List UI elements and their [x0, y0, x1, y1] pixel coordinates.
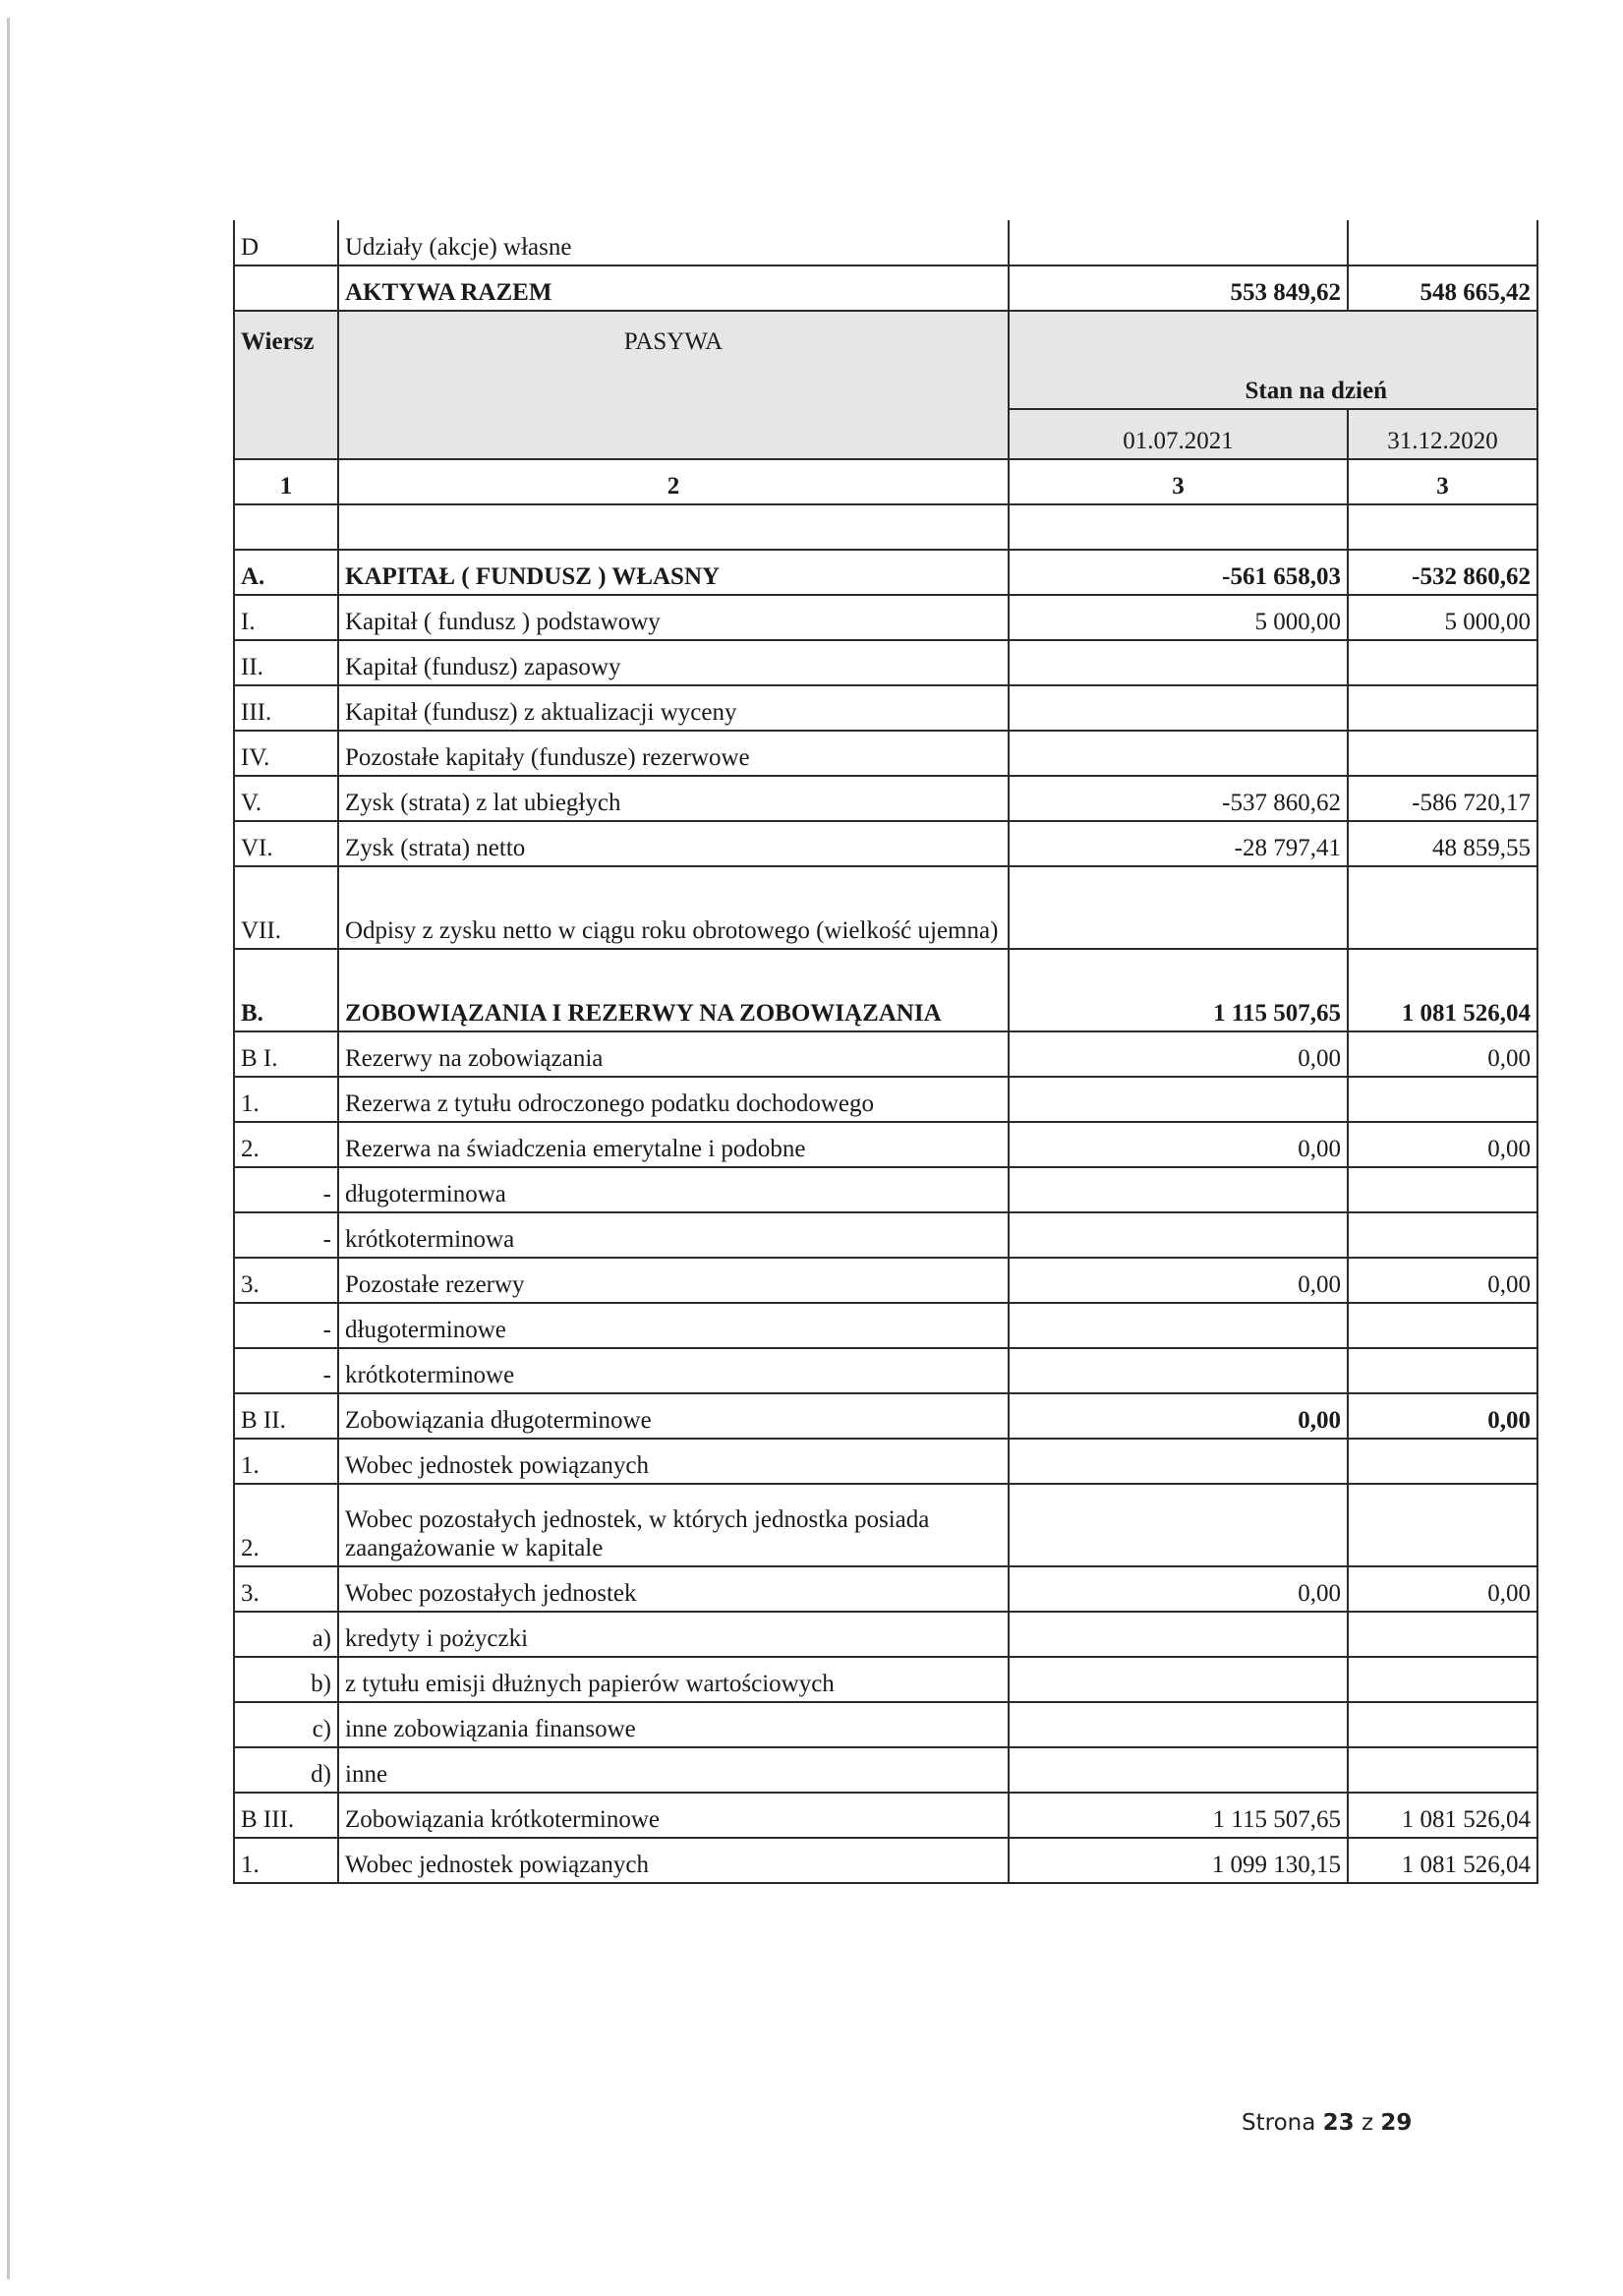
value-2021: 0,00 — [1009, 1393, 1348, 1439]
value-2021 — [1009, 1303, 1348, 1348]
header-col-row: Wiersz — [234, 311, 338, 459]
value-2020: 1 081 526,04 — [1348, 1838, 1537, 1883]
value-2021: 0,00 — [1009, 1566, 1348, 1612]
footer-page-total: 29 — [1380, 2110, 1413, 2136]
row-label: długoterminowa — [338, 1167, 1009, 1212]
row-code: B. — [234, 949, 338, 1031]
value-2021: 5 000,00 — [1009, 595, 1348, 640]
row-label: kredyty i pożyczki — [338, 1612, 1009, 1657]
table-row — [234, 776, 1537, 821]
row-label: Zysk (strata) netto — [338, 821, 1009, 866]
colnum-1: 1 — [234, 459, 338, 504]
row-code: - — [234, 1212, 338, 1258]
blank-cell — [338, 504, 1009, 550]
table-row — [234, 1566, 1537, 1612]
value-2021 — [1009, 1077, 1348, 1122]
row-label: Zysk (strata) z lat ubiegłych — [338, 776, 1009, 821]
value-2020: 0,00 — [1348, 1258, 1537, 1303]
value-2021 — [1009, 220, 1348, 265]
table-row — [234, 1702, 1537, 1747]
row-label: Rezerwy na zobowiązania — [338, 1031, 1009, 1077]
row-label: Wobec jednostek powiązanych — [338, 1838, 1009, 1883]
row-code: II. — [234, 640, 338, 685]
row-label: krótkoterminowe — [338, 1348, 1009, 1393]
table-row — [234, 640, 1537, 685]
row-code: A. — [234, 550, 338, 595]
row-label: Kapitał (fundusz) z aktualizacji wyceny — [338, 685, 1009, 731]
row-code: 3. — [234, 1566, 338, 1612]
value-2021 — [1009, 1702, 1348, 1747]
value-2021 — [1009, 1348, 1348, 1393]
row-label: krótkoterminowa — [338, 1212, 1009, 1258]
table-row — [234, 1793, 1537, 1838]
row-label: z tytułu emisji dłużnych papierów wartościowych — [338, 1657, 1009, 1702]
value-2021 — [1009, 1747, 1348, 1793]
row-label: Zobowiązania krótkoterminowe — [338, 1793, 1009, 1838]
table-row — [234, 1303, 1537, 1348]
header-row-colnums — [234, 459, 1537, 504]
blank-cell — [1009, 504, 1348, 550]
balance-sheet-liabilities-table — [233, 220, 1538, 1884]
value-2020 — [1348, 866, 1537, 949]
table-row — [234, 1439, 1537, 1484]
header-col-section: PASYWA — [338, 311, 1009, 459]
table-row — [234, 1612, 1537, 1657]
row-code: B I. — [234, 1031, 338, 1077]
blank-cell — [1348, 504, 1537, 550]
row-label: KAPITAŁ ( FUNDUSZ ) WŁASNY — [338, 550, 1009, 595]
value-2021: 1 115 507,65 — [1009, 949, 1348, 1031]
value-2021: 1 099 130,15 — [1009, 1838, 1348, 1883]
table-row-own-shares — [234, 220, 1537, 265]
row-label: Kapitał ( fundusz ) podstawowy — [338, 595, 1009, 640]
table-row — [234, 1167, 1537, 1212]
row-code: 3. — [234, 1258, 338, 1303]
value-2020 — [1348, 1167, 1537, 1212]
footer-prefix: Strona — [1242, 2110, 1316, 2136]
table-row-total-assets — [234, 265, 1537, 311]
value-2021 — [1009, 1439, 1348, 1484]
row-code: a) — [234, 1612, 338, 1657]
row-label: Zobowiązania długoterminowe — [338, 1393, 1009, 1439]
row-code: 2. — [234, 1484, 338, 1566]
table-row — [234, 731, 1537, 776]
header-row-main — [234, 311, 1537, 409]
row-label: inne zobowiązania finansowe — [338, 1702, 1009, 1747]
row-code: d) — [234, 1747, 338, 1793]
table-row — [234, 1484, 1537, 1566]
value-2020: 48 859,55 — [1348, 821, 1537, 866]
row-code: I. — [234, 595, 338, 640]
header-date-1: 01.07.2021 — [1009, 409, 1348, 459]
value-2021: -28 797,41 — [1009, 821, 1348, 866]
value-2020 — [1348, 1439, 1537, 1484]
value-2020: 5 000,00 — [1348, 595, 1537, 640]
value-2021: 0,00 — [1009, 1122, 1348, 1167]
footer-page-number: 23 — [1322, 2110, 1355, 2136]
value-2021 — [1009, 866, 1348, 949]
value-2020: 1 081 526,04 — [1348, 1793, 1537, 1838]
row-label: Pozostałe rezerwy — [338, 1258, 1009, 1303]
row-label: Odpisy z zysku netto w ciągu roku obrotowego (wielkość ujemna) — [338, 866, 1009, 949]
scan-edge-line — [7, 18, 10, 2279]
row-code: - — [234, 1167, 338, 1212]
row-code — [234, 265, 338, 311]
value-2020 — [1348, 1348, 1537, 1393]
colnum-3: 3 — [1009, 459, 1348, 504]
value-2020: 1 081 526,04 — [1348, 949, 1537, 1031]
row-label: długoterminowe — [338, 1303, 1009, 1348]
value-2020: 0,00 — [1348, 1566, 1537, 1612]
value-2021 — [1009, 1484, 1348, 1566]
value-2021 — [1009, 1212, 1348, 1258]
footer-separator: z — [1361, 2110, 1374, 2136]
row-label: Wobec pozostałych jednostek — [338, 1566, 1009, 1612]
row-code: c) — [234, 1702, 338, 1747]
row-label: Rezerwa z tytułu odroczonego podatku dochodowego — [338, 1077, 1009, 1122]
table-row — [234, 1212, 1537, 1258]
row-label: Rezerwa na świadczenia emerytalne i podobne — [338, 1122, 1009, 1167]
value-2021 — [1009, 1657, 1348, 1702]
row-code: 1. — [234, 1838, 338, 1883]
value-2021: 553 849,62 — [1009, 265, 1348, 311]
table-row — [234, 550, 1537, 595]
value-2020 — [1348, 1612, 1537, 1657]
value-2020 — [1348, 1702, 1537, 1747]
value-2021: 0,00 — [1009, 1258, 1348, 1303]
table-row — [234, 685, 1537, 731]
value-2020 — [1348, 640, 1537, 685]
value-2021 — [1009, 685, 1348, 731]
row-code: IV. — [234, 731, 338, 776]
value-2020: 0,00 — [1348, 1122, 1537, 1167]
value-2020 — [1348, 1657, 1537, 1702]
table-row — [234, 1657, 1537, 1702]
row-label: AKTYWA RAZEM — [338, 265, 1009, 311]
value-2020 — [1348, 1747, 1537, 1793]
row-code: V. — [234, 776, 338, 821]
row-label: Udziały (akcje) własne — [338, 220, 1009, 265]
table-row — [234, 1258, 1537, 1303]
table-row — [234, 595, 1537, 640]
row-code: B II. — [234, 1393, 338, 1439]
value-2020: 0,00 — [1348, 1031, 1537, 1077]
value-2021: -561 658,03 — [1009, 550, 1348, 595]
value-2021 — [1009, 640, 1348, 685]
row-code: B III. — [234, 1793, 338, 1838]
table-row — [234, 949, 1537, 1031]
row-code: - — [234, 1303, 338, 1348]
value-2021 — [1009, 731, 1348, 776]
value-2020 — [1348, 1303, 1537, 1348]
row-code: - — [234, 1348, 338, 1393]
value-2021: 1 115 507,65 — [1009, 1793, 1348, 1838]
blank-cell — [234, 504, 338, 550]
row-label: inne — [338, 1747, 1009, 1793]
table-row — [234, 1077, 1537, 1122]
row-label: Kapitał (fundusz) zapasowy — [338, 640, 1009, 685]
row-code: VII. — [234, 866, 338, 949]
value-2020 — [1348, 685, 1537, 731]
header-stan-label: Stan na dzień — [1009, 311, 1537, 409]
row-code: D — [234, 220, 338, 265]
table-row-blank — [234, 504, 1537, 550]
value-2021 — [1009, 1612, 1348, 1657]
colnum-2: 2 — [338, 459, 1009, 504]
table-row — [234, 1838, 1537, 1883]
value-2021: -537 860,62 — [1009, 776, 1348, 821]
table-row — [234, 1747, 1537, 1793]
value-2020 — [1348, 1484, 1537, 1566]
row-label: ZOBOWIĄZANIA I REZERWY NA ZOBOWIĄZANIA — [338, 949, 1009, 1031]
value-2020: -586 720,17 — [1348, 776, 1537, 821]
table-row — [234, 1122, 1537, 1167]
row-code: III. — [234, 685, 338, 731]
value-2021: 0,00 — [1009, 1031, 1348, 1077]
value-2020: -532 860,62 — [1348, 550, 1537, 595]
header-date-2: 31.12.2020 — [1348, 409, 1537, 459]
table-row — [234, 1348, 1537, 1393]
table-row — [234, 1393, 1537, 1439]
table-row — [234, 866, 1537, 949]
value-2020 — [1348, 1212, 1537, 1258]
row-label: Pozostałe kapitały (fundusze) rezerwowe — [338, 731, 1009, 776]
value-2020: 548 665,42 — [1348, 265, 1537, 311]
page-footer — [1242, 2110, 1412, 2136]
colnum-4: 3 — [1348, 459, 1537, 504]
value-2020 — [1348, 220, 1537, 265]
row-label: Wobec jednostek powiązanych — [338, 1439, 1009, 1484]
row-code: VI. — [234, 821, 338, 866]
value-2020: 0,00 — [1348, 1393, 1537, 1439]
value-2021 — [1009, 1167, 1348, 1212]
table-row — [234, 1031, 1537, 1077]
row-code: b) — [234, 1657, 338, 1702]
row-code: 1. — [234, 1077, 338, 1122]
row-code: 1. — [234, 1439, 338, 1484]
row-code: 2. — [234, 1122, 338, 1167]
table-row — [234, 821, 1537, 866]
value-2020 — [1348, 1077, 1537, 1122]
value-2020 — [1348, 731, 1537, 776]
row-label: Wobec pozostałych jednostek, w których jednostka posiada zaangażowanie w kapitale — [338, 1484, 1009, 1566]
